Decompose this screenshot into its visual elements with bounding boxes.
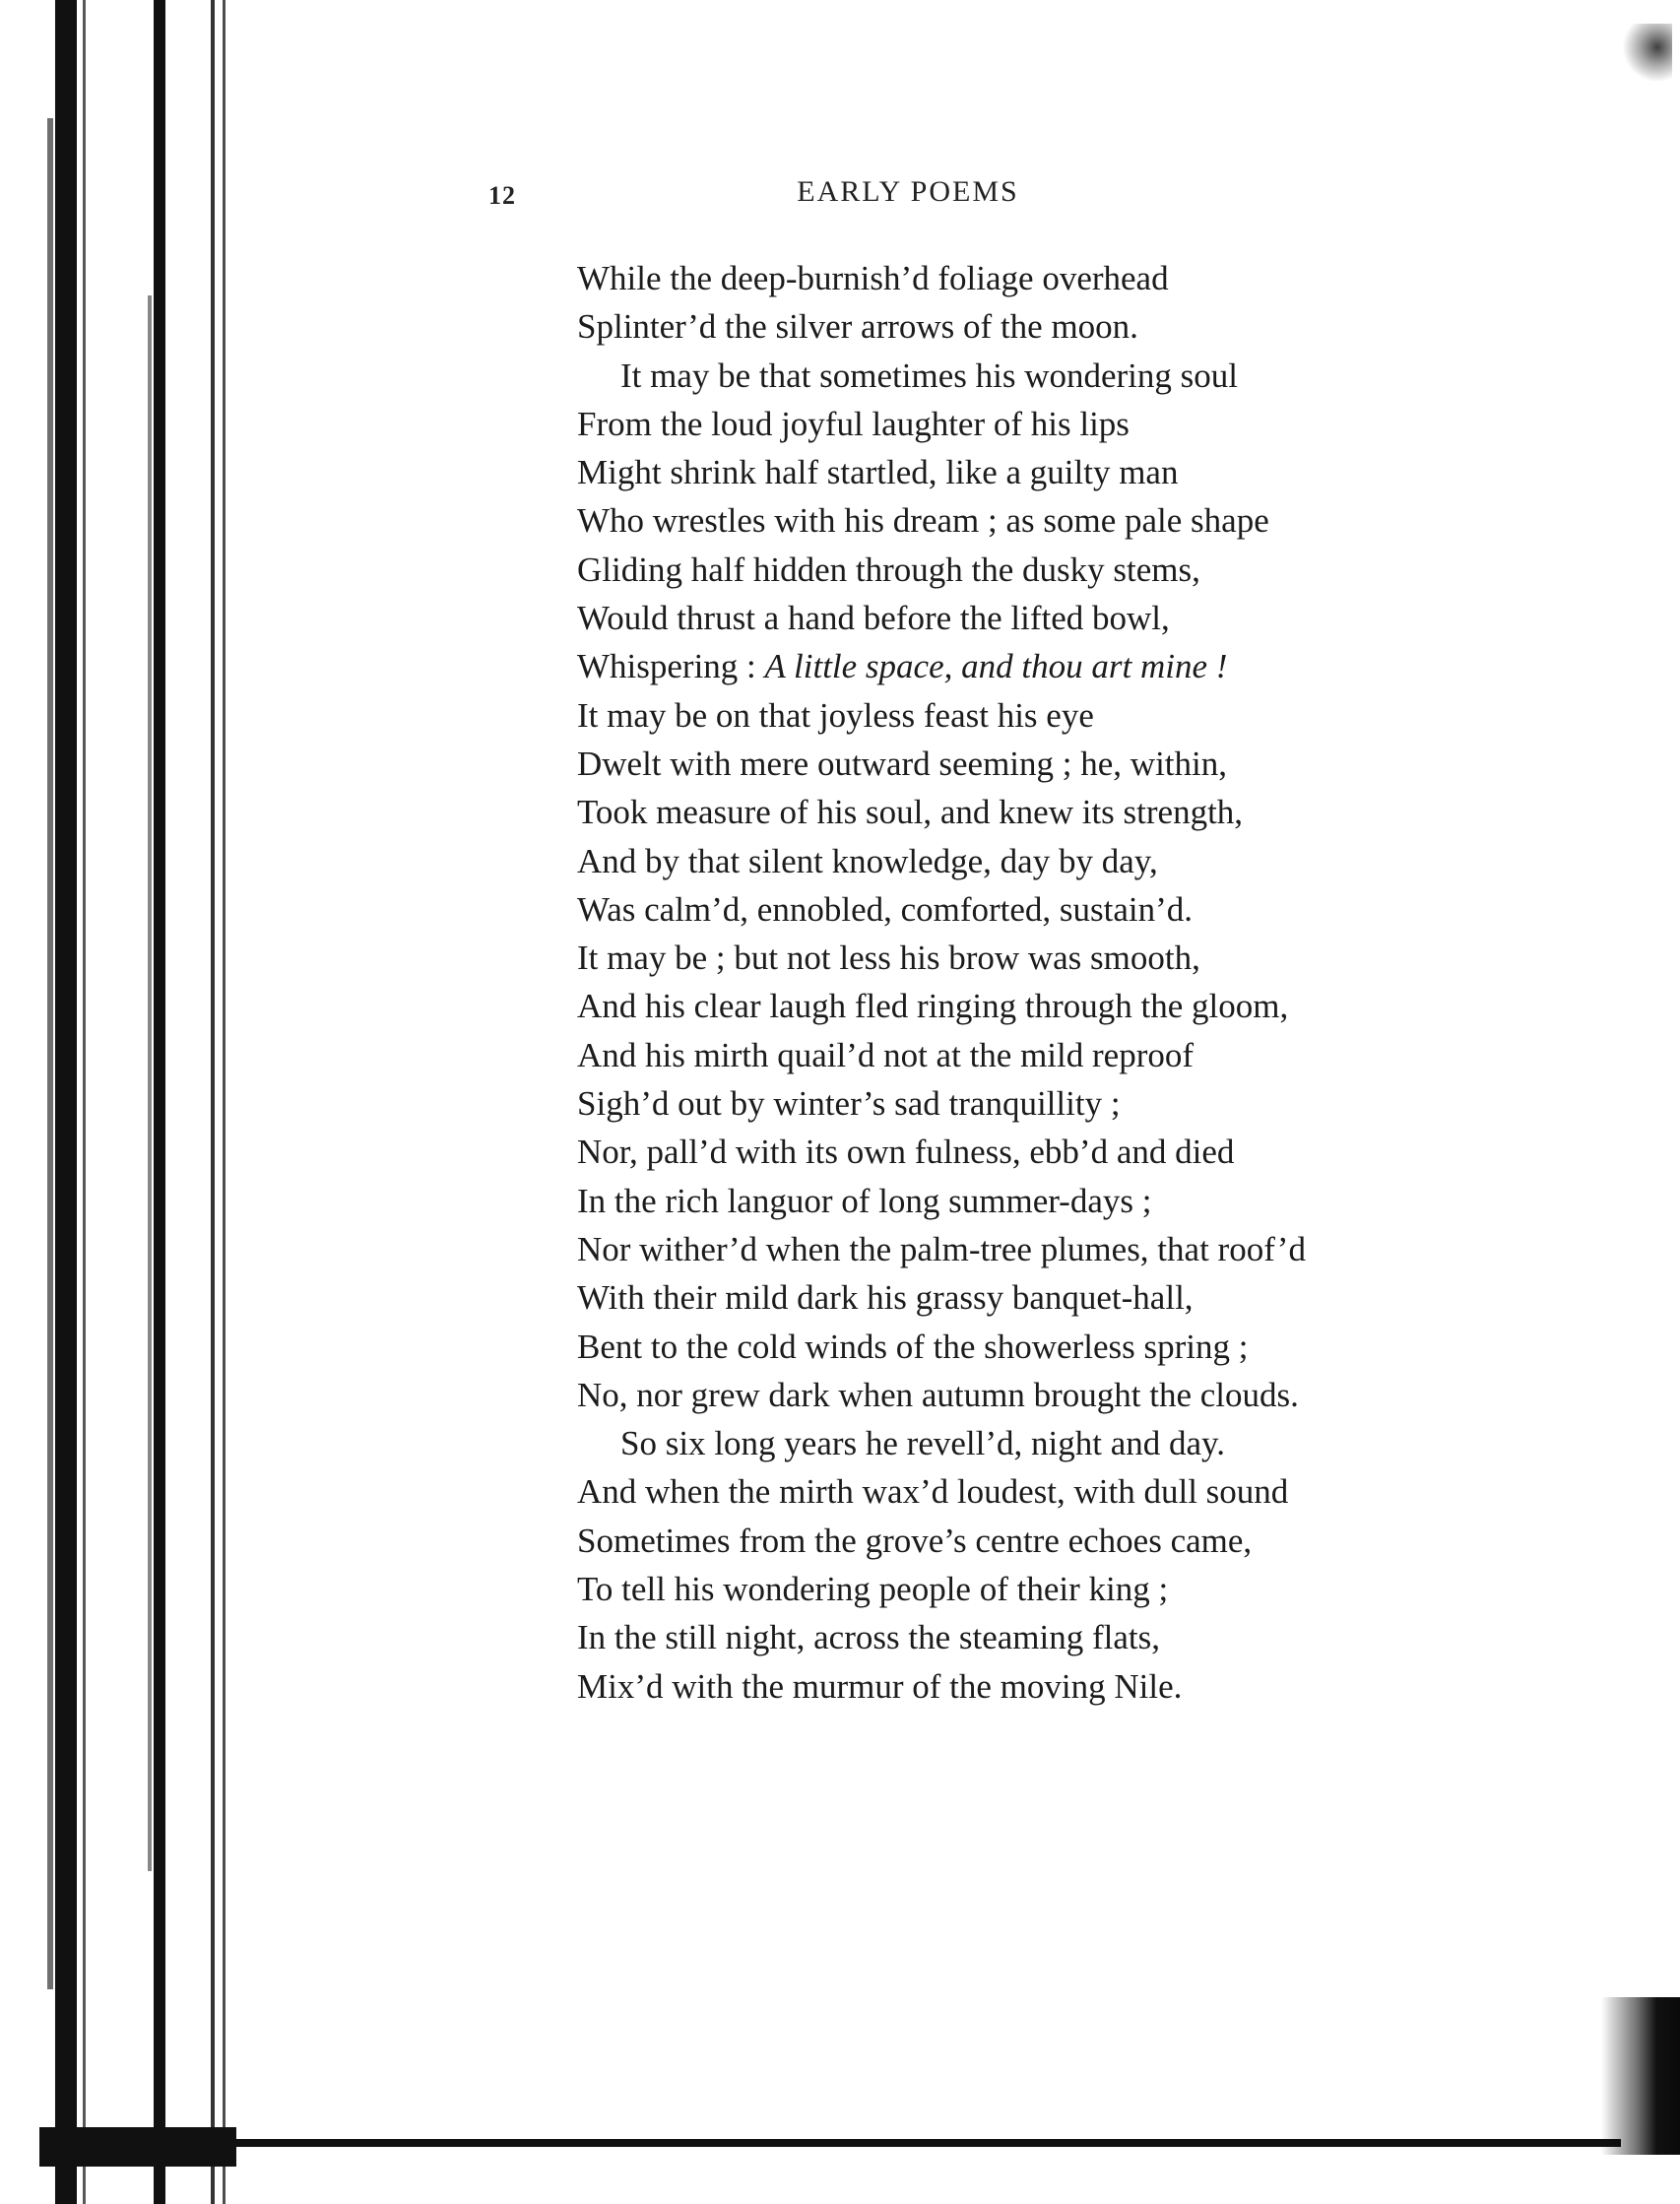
poem-line: In the still night, across the steaming flats, bbox=[577, 1618, 1160, 1657]
poem-line: While the deep-burnish’d foliage overhead bbox=[577, 259, 1169, 297]
poem-line: Dwelt with mere outward seeming ; he, within, bbox=[577, 744, 1227, 783]
poem-line-text: Whispering : bbox=[577, 647, 756, 686]
poem-line: Bent to the cold winds of the showerless spring ; bbox=[577, 1327, 1249, 1366]
poem-line: And when the mirth wax’d loudest, with dull sound bbox=[577, 1472, 1289, 1512]
poem-line: Gliding half hidden through the dusky stems, bbox=[577, 550, 1200, 589]
poem-line: So six long years he revell’d, night and day. bbox=[620, 1424, 1225, 1463]
poem-line: And his clear laugh fled ringing through the gloom, bbox=[577, 987, 1289, 1026]
poem-line: To tell his wondering people of their king ; bbox=[577, 1570, 1169, 1609]
poem-line: And his mirth quail’d not at the mild reproof bbox=[577, 1035, 1195, 1074]
poem-line: Nor wither’d when the palm-tree plumes, that roof’d bbox=[577, 1229, 1306, 1268]
poem-line: Would thrust a hand before the lifted bowl, bbox=[577, 599, 1170, 638]
poem-line: With their mild dark his grassy banquet-hall, bbox=[577, 1278, 1194, 1318]
poem-line: Mix’d with the murmur of the moving Nile. bbox=[577, 1666, 1183, 1706]
poem-line bbox=[577, 642, 1582, 690]
poem-line: Took measure of his soul, and knew its strength, bbox=[577, 793, 1244, 832]
poem-line: Splinter’d the silver arrows of the moon. bbox=[577, 307, 1138, 347]
running-title: EARLY POEMS bbox=[797, 175, 1019, 208]
scan-bottom-edge bbox=[59, 2139, 1621, 2147]
poem-line: Was calm’d, ennobled, comforted, sustain’d. bbox=[577, 889, 1194, 929]
page-number: 12 bbox=[488, 181, 516, 210]
poem-line: No, nor grew dark when autumn brought the clouds. bbox=[577, 1375, 1299, 1414]
poem-line: Sometimes from the grove’s centre echoes came, bbox=[577, 1521, 1253, 1560]
poem-text bbox=[577, 254, 1582, 1711]
poem-line: From the loud joyful laughter of his lips bbox=[577, 404, 1130, 443]
poem-line: Might shrink half startled, like a guilty man bbox=[577, 453, 1179, 492]
poem-line: It may be that sometimes his wondering soul bbox=[620, 356, 1238, 395]
poem-line: It may be on that joyless feast his eye bbox=[577, 695, 1094, 735]
poem-line-italic: A little space, and thou art mine ! bbox=[764, 647, 1228, 686]
scan-corner-artifact bbox=[1623, 24, 1672, 83]
poem-line: Sigh’d out by winter’s sad tranquillity ; bbox=[577, 1084, 1121, 1124]
poem-line: Who wrestles with his dream ; as some pale shape bbox=[577, 501, 1269, 541]
poem-line: It may be ; but not less his brow was smooth, bbox=[577, 939, 1200, 978]
scan-right-edge bbox=[1601, 1997, 1680, 2155]
poem-line: In the rich languor of long summer-days ; bbox=[577, 1181, 1152, 1220]
poem-line: And by that silent knowledge, day by day, bbox=[577, 841, 1158, 880]
poem-line: Nor, pall’d with its own fulness, ebb’d and died bbox=[577, 1133, 1235, 1172]
scan-binding-gutter bbox=[0, 0, 246, 2204]
